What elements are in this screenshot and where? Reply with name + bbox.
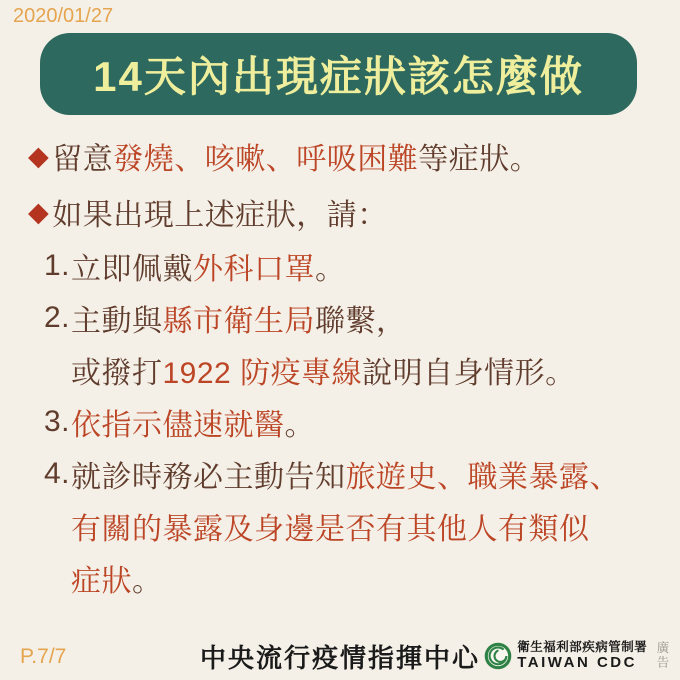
page-number: P.7/7 xyxy=(20,645,67,668)
text-segment: 主動與 xyxy=(71,305,163,338)
step-number: 4. xyxy=(44,457,71,490)
bullet-item-if-symptoms xyxy=(28,184,664,240)
text-segment: 留意 xyxy=(52,143,114,176)
step-item-4 xyxy=(28,448,664,500)
text-segment: 或撥打 xyxy=(71,357,163,390)
agency-name-zh: 衛生福利部疾病管制署 xyxy=(517,640,648,654)
ad-label: 廣告 xyxy=(655,641,669,671)
text-segment: 旅遊史、職業暴露、 xyxy=(345,461,620,494)
step-item-2 xyxy=(28,292,664,344)
step-item-4-continued xyxy=(28,500,664,552)
text-segment: 發燒、咳嗽、呼吸困難 xyxy=(113,143,419,176)
diamond-bullet-icon: ◆ xyxy=(28,140,50,171)
text-segment: 1922 防疫專線 xyxy=(162,357,363,390)
text-segment: 。 xyxy=(132,565,163,598)
step-item-3 xyxy=(28,396,664,448)
text-segment: 說明自身情形。 xyxy=(362,357,576,390)
bullet-item-symptoms xyxy=(28,128,664,184)
text-segment: 聯繫， xyxy=(315,305,407,338)
taiwan-cdc-logo-icon xyxy=(484,642,512,670)
agency-name-en: TAIWAN CDC xyxy=(517,654,637,672)
text-segment: 如果出現上述症狀，請： xyxy=(52,199,388,232)
issuer-name: 中央流行疫情指揮中心 xyxy=(199,643,481,673)
step-number: 2. xyxy=(44,301,71,334)
text-segment: 縣市衛生局 xyxy=(162,305,315,338)
agency-brand xyxy=(484,640,668,672)
step-item-1 xyxy=(28,240,664,292)
text-segment: 立即佩戴 xyxy=(71,253,193,286)
text-segment: 等症狀。 xyxy=(418,143,541,176)
step-number: 3. xyxy=(44,405,71,438)
step-item-2-continued xyxy=(28,344,664,396)
date-label: 2020/01/27 xyxy=(13,5,114,27)
text-segment: 就診時務必主動告知 xyxy=(71,461,346,494)
text-segment: 。 xyxy=(315,253,346,286)
notice-content xyxy=(28,128,664,604)
step-item-4-continued-2 xyxy=(28,552,664,604)
agency-names xyxy=(517,640,647,672)
text-segment: 外科口罩 xyxy=(193,253,315,286)
text-segment: 症狀 xyxy=(71,565,132,598)
text-segment: 有關的暴露及身邊是否有其他人有類似 xyxy=(71,513,590,546)
text-segment: 依指示儘速就醫 xyxy=(71,409,285,442)
diamond-bullet-icon: ◆ xyxy=(28,196,50,227)
step-number: 1. xyxy=(44,249,71,282)
title-banner xyxy=(40,33,637,115)
page-title: 14天內出現症狀該怎麼做 xyxy=(93,53,584,100)
text-segment: 。 xyxy=(284,409,315,442)
